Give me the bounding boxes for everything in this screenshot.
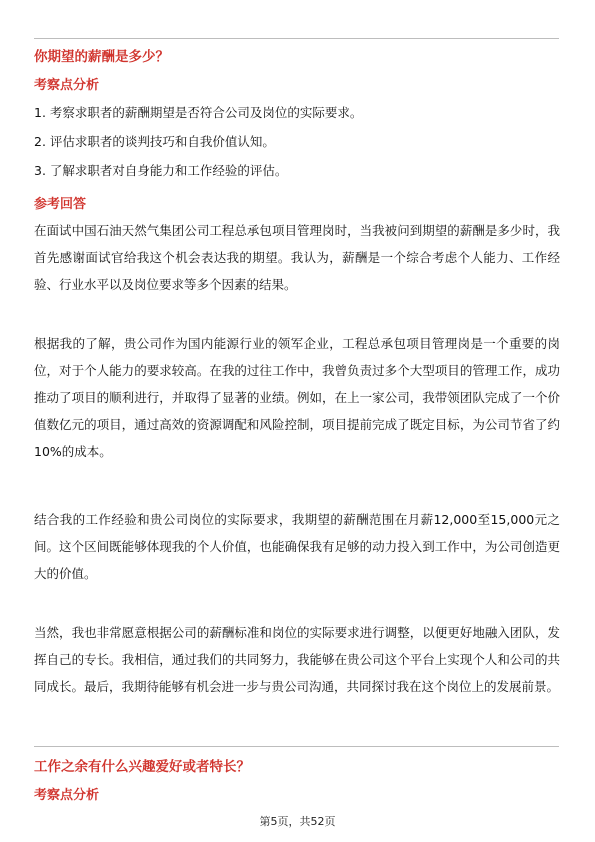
top-divider: [34, 38, 559, 39]
answer-paragraph: 在面试中国石油天然气集团公司工程总承包项目管理岗时，当我被问到期望的薪酬是多少时，我首先感谢面试官给我这个机会表达我的期望。我认为，薪酬是一个综合考虑个人能力、工作经验、行业水平以及岗位要求等多个因素的结果。: [34, 223, 560, 292]
question-title: 你期望的薪酬是多少？: [34, 49, 169, 65]
analysis-item: 2. 评估求职者的谈判技巧和自我价值认知。: [34, 134, 275, 149]
page-number: 第5页，共52页: [259, 815, 336, 828]
section-divider: [34, 746, 559, 747]
analysis-item: 1. 考察求职者的薪酬期望是否符合公司及岗位的实际要求。: [34, 105, 363, 120]
answer-paragraph: 根据我的了解，贵公司作为国内能源行业的领军企业，工程总承包项目管理岗是一个重要的岗位，对于个人能力的要求较高。在我的过往工作中，我曾负责过多个大型项目的管理工作，成功推动了项目的顺利进行，并取得了显著的业绩。例如，在上一家公司，我带领团队完成了一个价值数亿元的项目，通过高效的资源调配和风险控制，项目提前完成了既定目标，为公司节省了约10%的成本。: [34, 336, 560, 459]
analysis-heading: 考察点分析: [34, 788, 100, 803]
answer-paragraph: 当然，我也非常愿意根据公司的薪酬标准和岗位的实际要求进行调整，以便更好地融入团队，发挥自己的专长。我相信，通过我们的共同努力，我能够在贵公司这个平台上实现个人和公司的共同成长。最后，我期待能够有机会进一步与贵公司沟通，共同探讨我在这个岗位上的发展前景。: [34, 625, 560, 694]
analysis-heading: 考察点分析: [34, 78, 100, 93]
analysis-item: 3. 了解求职者对自身能力和工作经验的评估。: [34, 163, 288, 178]
answer-heading: 参考回答: [34, 197, 87, 212]
question-title: 工作之余有什么兴趣爱好或者特长？: [34, 759, 250, 775]
answer-paragraph: 结合我的工作经验和贵公司岗位的实际要求，我期望的薪酬范围在月薪12,000至15,000元之间。这个区间既能够体现我的个人价值，也能确保我有足够的动力投入到工作中，为公司创造更大的价值。: [34, 512, 560, 581]
